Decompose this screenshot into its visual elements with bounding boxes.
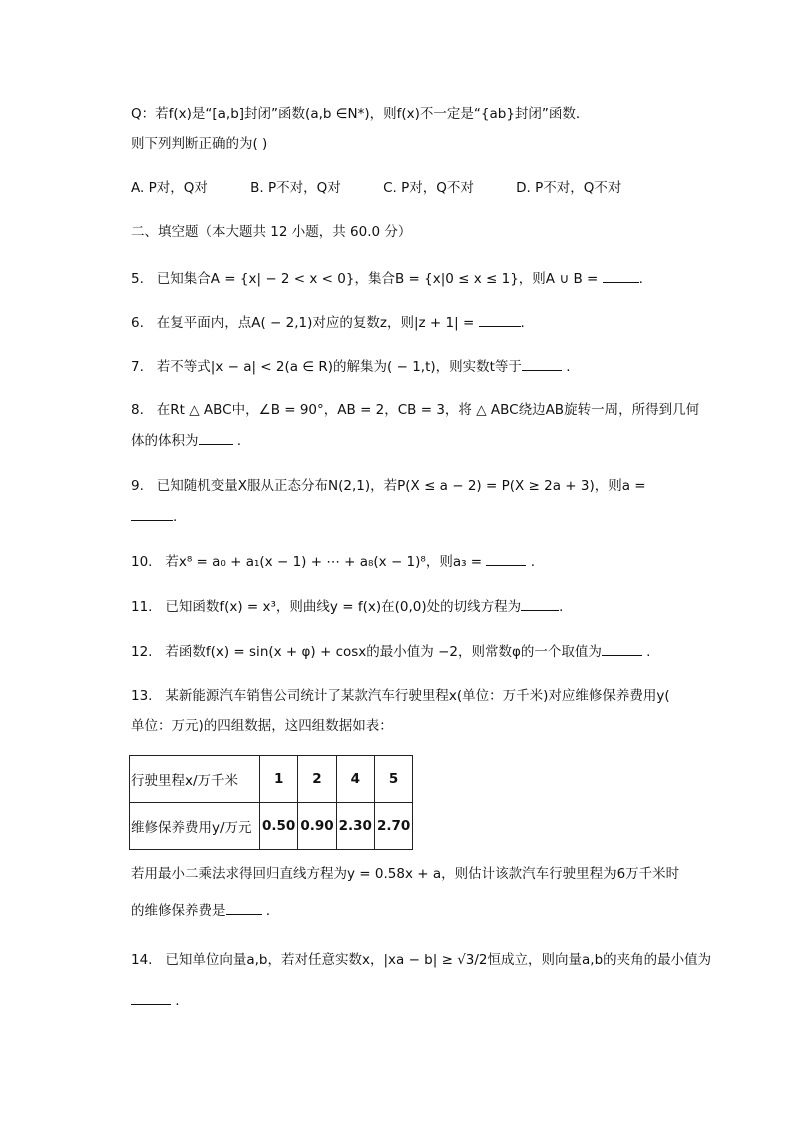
answer-blank[interactable] bbox=[602, 641, 642, 656]
table-row bbox=[130, 803, 413, 850]
question-number: 8. bbox=[131, 402, 144, 418]
question-12 bbox=[131, 641, 650, 662]
question-tail: . bbox=[171, 993, 180, 1009]
table-cell: 2.30 bbox=[336, 803, 374, 850]
question-tail: . bbox=[561, 359, 571, 375]
question-number: 9. bbox=[131, 478, 144, 494]
answer-blank[interactable] bbox=[479, 312, 521, 327]
question-text: 已知集合A = {x| − 2 < x < 0}，集合B = {x|0 ≤ x ≤ 1}，则A ∪ B = bbox=[156, 271, 603, 287]
question-tail: . bbox=[641, 644, 651, 660]
answer-blank[interactable] bbox=[521, 596, 559, 611]
answer-blank[interactable] bbox=[131, 506, 173, 521]
question-11 bbox=[131, 596, 563, 617]
question-text: 已知随机变量X服从正态分布N(2,1)，若P(X ≤ a − 2) = P(X ≥ 2a + 3)，则a = bbox=[156, 478, 646, 494]
question-number: 6. bbox=[131, 315, 144, 331]
option-d: D. P不对，Q不对 bbox=[516, 180, 622, 196]
question-14 bbox=[131, 950, 711, 970]
q4-options bbox=[131, 178, 659, 198]
table-row bbox=[130, 756, 413, 803]
q4-stem-end: 则下列判断正确的为( ) bbox=[131, 136, 268, 152]
table-cell: 4 bbox=[336, 756, 374, 803]
answer-blank[interactable] bbox=[486, 551, 526, 566]
question-text: 若不等式|x − a| < 2(a ∈ R)的解集为( − 1,t)，则实数t等于 bbox=[156, 359, 522, 375]
question-number: 10. bbox=[131, 554, 153, 570]
question-9 bbox=[131, 476, 646, 496]
answer-blank[interactable] bbox=[603, 268, 639, 283]
q4-statement-q: Q：若f(x)是“[a,b]封闭”函数(a,b ∈N*)，则f(x)不一定是“{ab}封闭”函数． bbox=[131, 106, 590, 122]
question-8 bbox=[131, 400, 699, 420]
table-cell: 0.50 bbox=[260, 803, 298, 850]
question-text: 已知函数f(x) = x³，则曲线y = f(x)在(0,0)处的切线方程为 bbox=[165, 599, 522, 615]
question-tail: . bbox=[638, 271, 643, 287]
question-7 bbox=[131, 356, 571, 377]
question-number: 12. bbox=[131, 644, 153, 660]
question-14-continued bbox=[131, 990, 180, 1011]
option-b: B. P不对，Q对 bbox=[250, 180, 341, 196]
question-tail: . bbox=[559, 599, 564, 615]
question-13-continued bbox=[131, 716, 393, 736]
question-number: 7. bbox=[131, 359, 144, 375]
question-text: 若函数f(x) = sin(x + φ) + cosx的最小值为 −2，则常数φ的一个取值为 bbox=[165, 644, 602, 660]
answer-blank[interactable] bbox=[226, 900, 262, 915]
question-tail: . bbox=[520, 315, 525, 331]
question-tail: . bbox=[232, 433, 242, 449]
question-13 bbox=[131, 686, 670, 706]
question-number: 13. bbox=[131, 688, 153, 704]
answer-blank[interactable] bbox=[199, 430, 233, 445]
question-text: 若x⁸ = a₀ + a₁(x − 1) + ⋯ + a₈(x − 1)⁸，则a₃ = bbox=[165, 554, 487, 570]
answer-blank[interactable] bbox=[131, 990, 171, 1005]
question-tail: . bbox=[261, 903, 271, 919]
question-number: 11. bbox=[131, 599, 153, 615]
question-text: 在Rt △ ABC中，∠B = 90°，AB = 2，CB = 3，将 △ ABC绕边AB旋转一周，所得到几何 bbox=[156, 402, 700, 418]
data-table bbox=[129, 755, 413, 850]
table-cell: 2.70 bbox=[374, 803, 412, 850]
row-header: 行驶里程x/万千米 bbox=[130, 756, 260, 803]
question-13-ask bbox=[131, 900, 270, 921]
option-a: A. P对，Q对 bbox=[131, 180, 208, 196]
question-10 bbox=[131, 551, 535, 572]
question-13-regression: 若用最小二乘法求得回归直线方程为y = 0.58x + a，则估计该款汽车行驶里程为6万千米时 bbox=[131, 866, 680, 882]
row-header: 维修保养费用y/万元 bbox=[130, 803, 260, 850]
question-number: 14. bbox=[131, 952, 153, 968]
table-cell: 1 bbox=[260, 756, 298, 803]
question-tail: . bbox=[526, 554, 535, 570]
question-text-cont: 单位：万元)的四组数据，这四组数据如表： bbox=[131, 718, 393, 734]
question-tail: . bbox=[173, 509, 178, 525]
question-text: 已知单位向量a,b，若对任意实数x，|xa − b| ≥ √3/2恒成立，则向量a,b的夹角的最小值为 bbox=[165, 952, 712, 968]
question-text-cont: 体的体积为 bbox=[131, 433, 199, 449]
option-c: C. P对，Q不对 bbox=[383, 180, 474, 196]
question-text-cont: 的维修保养费是 bbox=[131, 903, 226, 919]
table-cell: 0.90 bbox=[298, 803, 336, 850]
question-5 bbox=[131, 268, 643, 289]
question-text: 某新能源汽车销售公司统计了某款汽车行驶里程x(单位：万千米)对应维修保养费用y( bbox=[165, 688, 670, 704]
question-6 bbox=[131, 312, 525, 333]
table-cell: 2 bbox=[298, 756, 336, 803]
question-number: 5. bbox=[131, 271, 144, 287]
question-text: 在复平面内，点A( − 2,1)对应的复数z，则|z + 1| = bbox=[156, 315, 479, 331]
section-2-title: 二、填空题（本大题共 12 小题，共 60.0 分） bbox=[131, 224, 412, 240]
answer-blank[interactable] bbox=[522, 356, 562, 371]
table-cell: 5 bbox=[374, 756, 412, 803]
question-8-continued bbox=[131, 430, 241, 451]
question-9-continued bbox=[131, 506, 177, 527]
